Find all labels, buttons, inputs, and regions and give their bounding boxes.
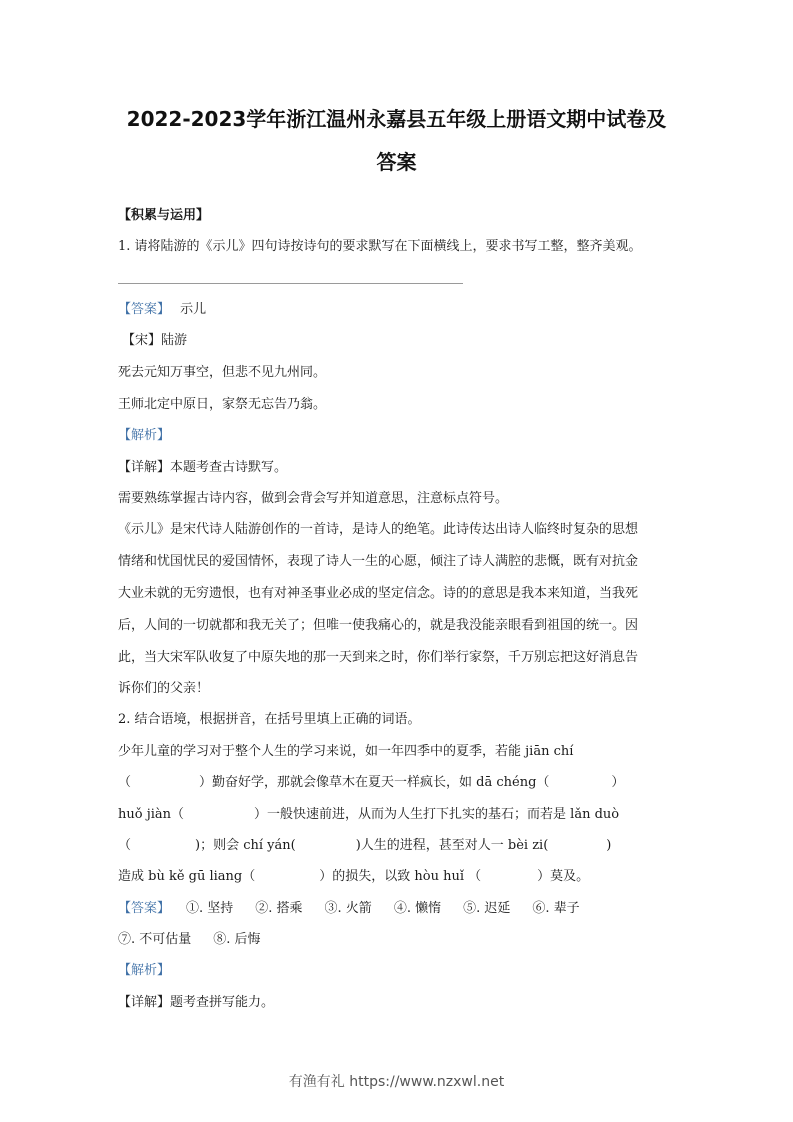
q1-detail-2: 需要熟练掌握古诗内容，做到会背会写并知道意思，注意标点符号。 [118,491,509,506]
q1-detail: 【详解】本题考查古诗默写。 [118,460,288,475]
poem-line-1: 死去元知万事空，但悲不见九州同。 [118,365,327,380]
q2-line-1: 少年儿童的学习对于整个人生的学习来说，如一年四季中的夏季，若能 jiān chí [118,744,574,759]
q2-detail: 【详解】题考查拼写能力。 [118,995,275,1010]
bracket-open: （ [118,838,132,853]
q2-line-4 [118,837,611,855]
answer-item: ⑤. 迟延 [463,901,511,916]
answer-item: ③. 火箭 [324,901,372,916]
paragraph-line: 此，当大宋军队收复了中原失地的那一天到来之时，你们举行家祭，千万别忘把这好消息告 [118,650,639,665]
bracket-close: ) [606,838,612,853]
q2-text: )人生的进程，甚至对人一 bèi zi( [355,838,549,853]
footer-watermark: 有渔有礼 https://www.nzxwl.net [288,1074,505,1090]
poem-title: 示儿 [180,302,207,317]
answer-item: ④. 懒惰 [393,901,442,916]
answer-label: 【答案】 [118,302,171,317]
paragraph-line: 情绪和忧国忧民的爱国情怀，表现了诗人一生的心愿，倾注了诗人满腔的悲慨，既有对抗金 [118,554,639,569]
q2-answer-row-1 [118,900,580,918]
answer-label: 【答案】 [118,901,171,916]
answer-item: ①. 坚持 [186,901,234,916]
answer-item: ⑦. 不可估量 [118,932,192,947]
paragraph-line: 后，人间的一切就都和我无关了；但唯一使我痛心的，就是我没能亲眼看到祖国的统一。因 [118,618,639,633]
poem-line-2: 王师北定中原日，家祭无忘告乃翁。 [118,397,327,412]
q2-line-2 [118,774,624,792]
q1-answer-row [118,301,206,319]
bracket-open: （ [118,775,132,790]
q2-prompt: 2. 结合语境，根据拼音，在括号里填上正确的词语。 [118,712,421,727]
q2-answer-row-2 [118,931,283,949]
q2-line-5 [118,868,589,886]
document-title-line1: 2022-2023学年浙江温州永嘉县五年级上册语文期中试卷及 [126,107,667,131]
answer-item: ⑥. 辈子 [532,901,580,916]
poem-author: 【宋】陆游 [122,333,188,348]
paragraph-line: 大业未就的无穷遗恨，也有对神圣事业必成的坚定信念。诗的的意思是我本来知道，当我死 [118,586,639,601]
paragraph-line: 诉你们的父亲！ [118,681,210,696]
q2-line-3 [118,806,619,824]
bracket-close: ） [611,775,625,790]
q1-prompt: 1. 请将陆游的《示儿》四句诗按诗句的要求默写在下面横线上，要求书写工整，整齐美观。 [118,239,642,254]
answer-blank-line [118,283,463,284]
document-title-line2: 答案 [376,150,417,174]
answer-item: ②. 搭乘 [255,901,303,916]
section-heading: 【积累与运用】 [118,208,210,223]
q2-text: huǒ jiàn（ [118,807,185,822]
q2-text: )；则会 chí yán( [195,838,296,853]
paragraph-line: 《示儿》是宋代诗人陆游创作的一首诗，是诗人的绝笔。此诗传达出诗人临终时复杂的思想 [118,522,639,537]
q2-text: 造成 bù kě gū liang（ [118,869,256,884]
analysis-label: 【解析】 [118,428,171,443]
analysis-label: 【解析】 [118,963,171,978]
q2-text: ）勤奋好学，那就会像草木在夏天一样疯长，如 dā chéng（ [199,775,550,790]
answer-item: ⑧. 后悔 [213,932,261,947]
q2-text: ）的损失，以致 hòu huǐ （ [319,869,482,884]
q2-text: ）一般快速前进，从而为人生打下扎实的基石；而若是 lǎn duò [254,807,620,822]
q2-text: ）莫及。 [537,869,590,884]
